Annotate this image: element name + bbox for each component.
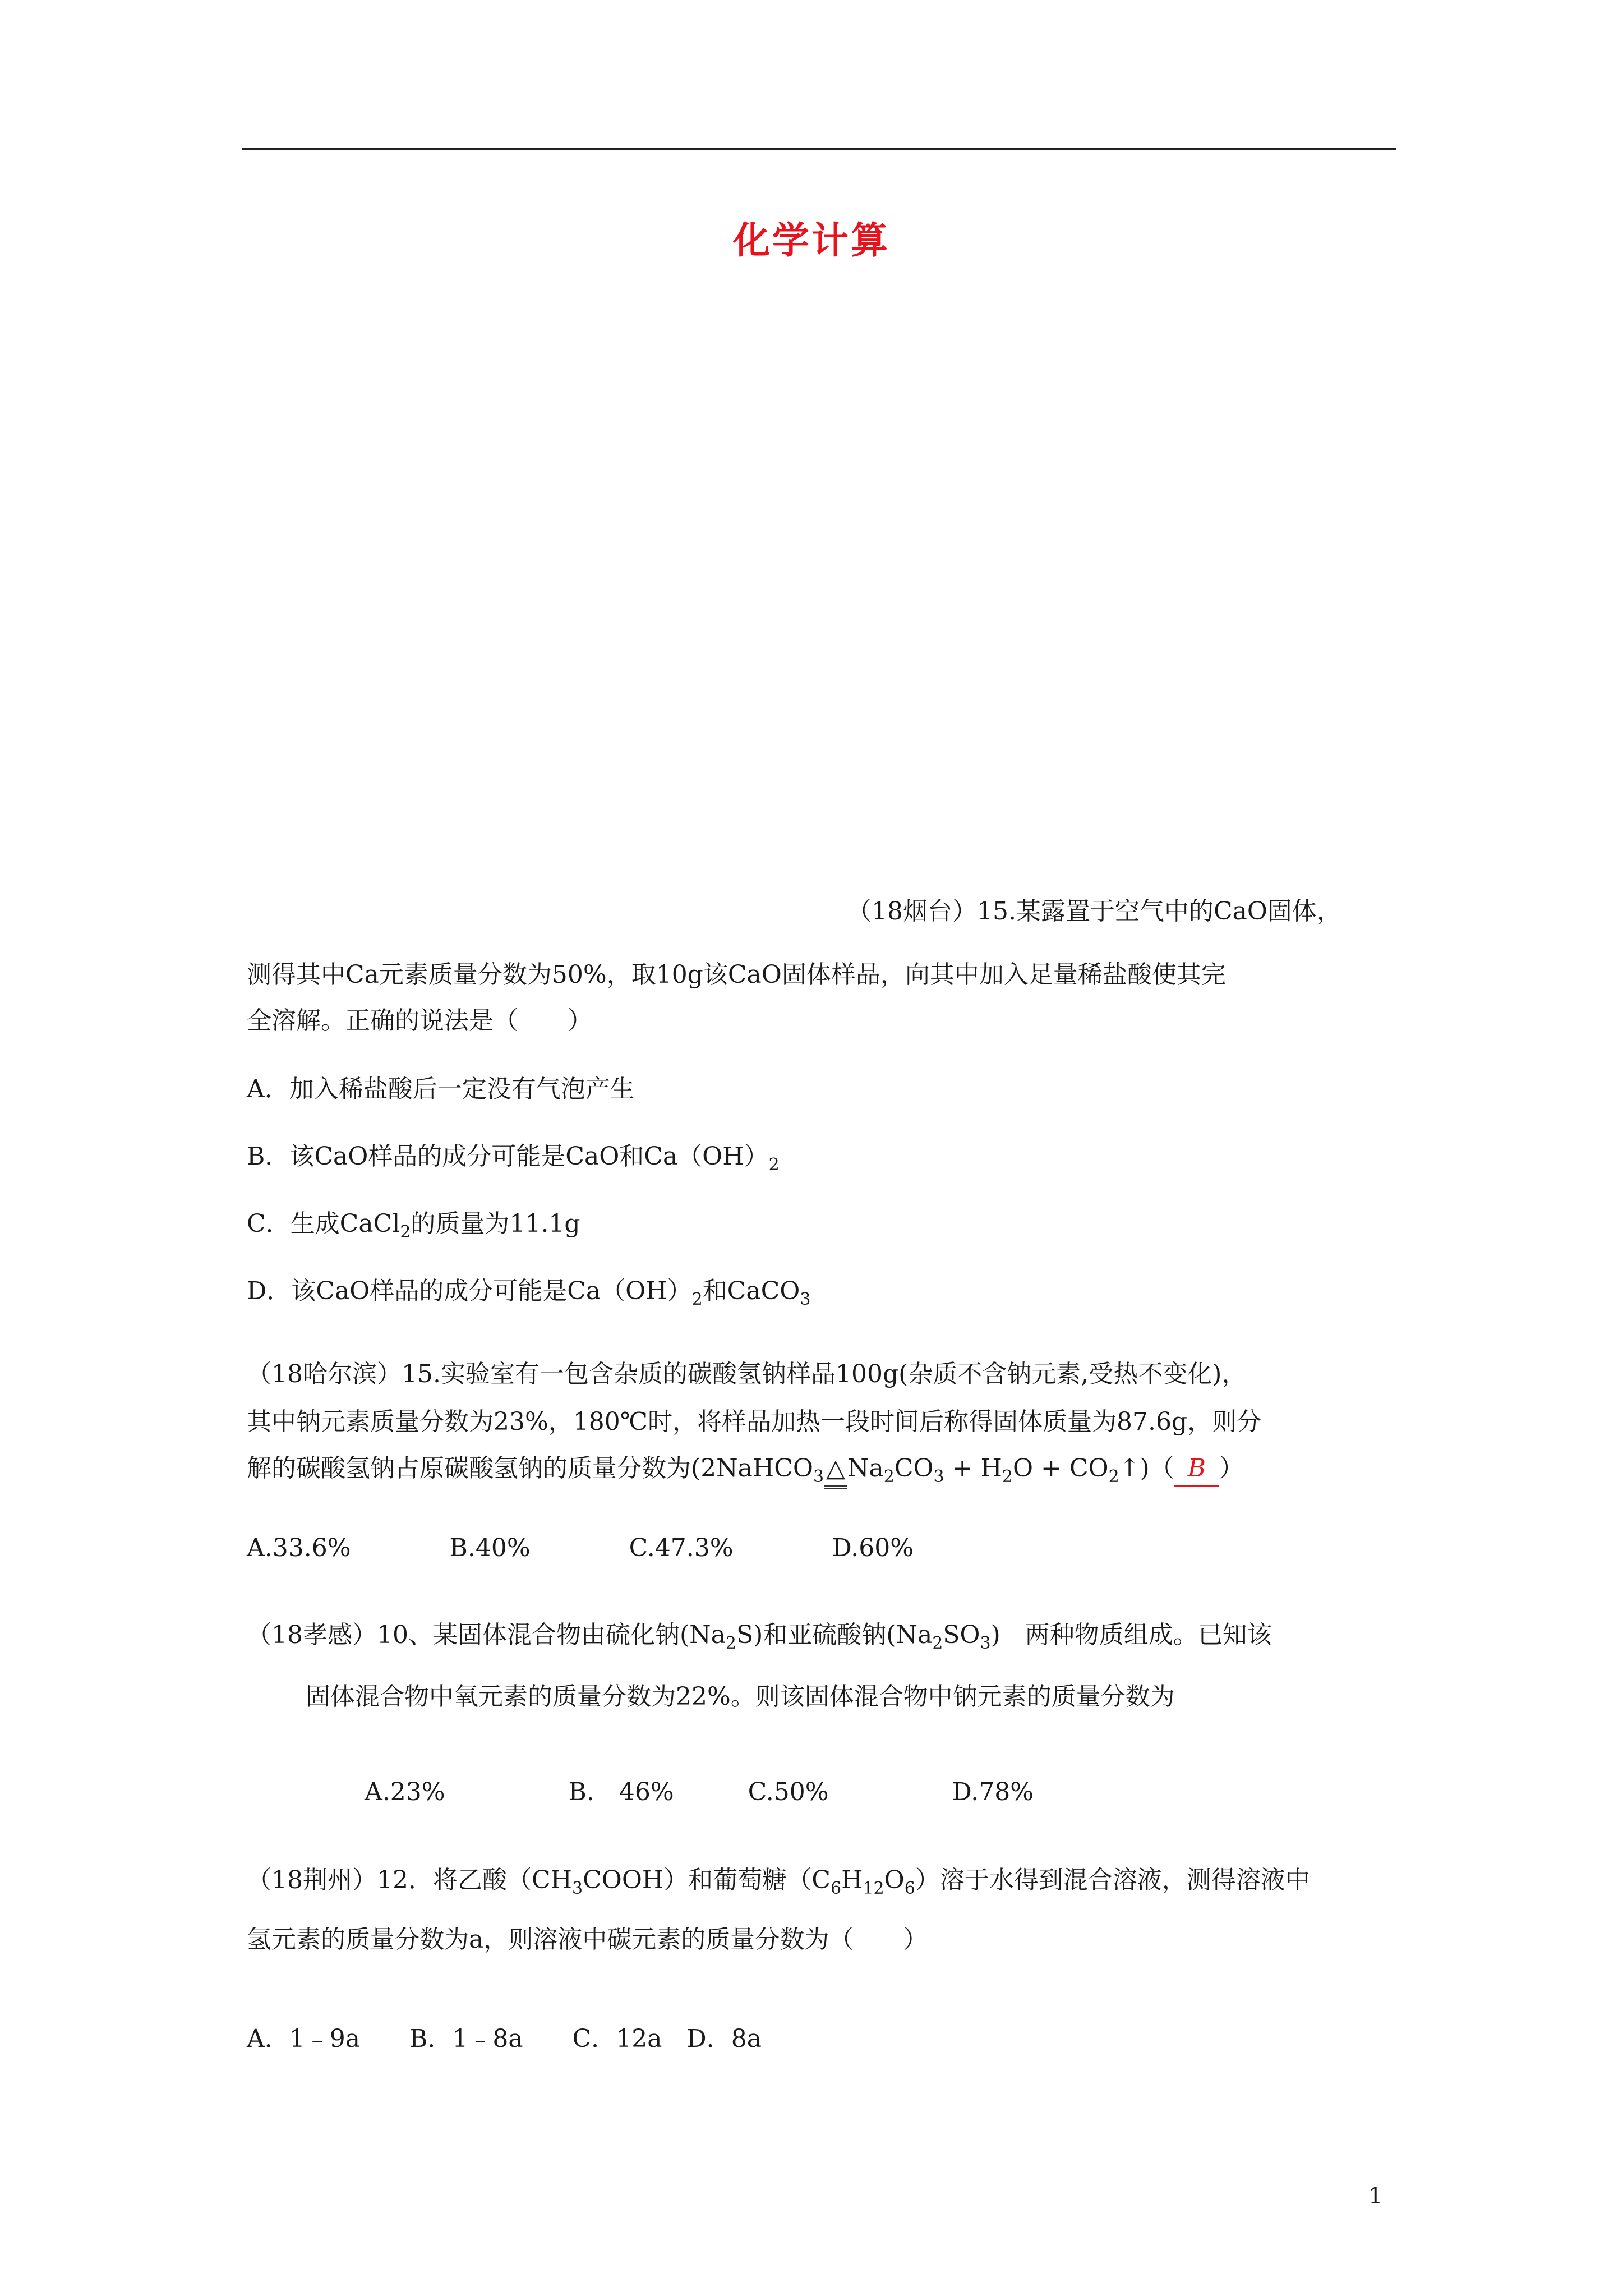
q4-line1: （18荆州）12．将乙酸$(CH_3COOH)$和葡萄糖$(C_6H_{12}O_6)$溶于水得到混合溶液，测得溶液中 — [247, 1866, 1310, 1898]
q4-options: A．1﹣9a B．1﹣8a C．12a D．8a — [247, 2024, 762, 2053]
q2-answer: B — [1174, 1452, 1219, 1487]
q1-option-c: C．生成CaCl$_2$的质量为11.1g — [247, 1209, 580, 1242]
q3-options: A.23% B. 46% C.50% D.78% — [365, 1778, 1034, 1806]
q3-line1: （18孝感）10、某固体混合物由硫化钠$(Na_2S)$和亚硫酸钠$(Na_2SO_3)$ 两种物质组成。已知该 — [247, 1621, 1272, 1653]
q2-line3: 解的碳酸氢钠占原碳酸氢钠的质量分数为($2NaHCO_3\triangle Na_2CO_3 + H_2O$ + $CO_2↑$)（ B ） — [247, 1452, 1244, 1487]
q4-line2: 氢元素的质量分数为a，则溶液中碳元素的质量分数为（ ） — [247, 1925, 928, 1954]
header-rule — [242, 148, 1396, 150]
q1-line3: 全溶解。正确的说法是（ ） — [247, 1006, 592, 1035]
heat-condition-symbol: △ — [824, 1452, 847, 1485]
q1-line1: （18烟台）15.某露置于空气中的CaO固体， — [847, 897, 1341, 926]
page-title: 化学计算 — [733, 218, 890, 262]
q1-line2: 测得其中Ca元素质量分数为50%，取10g该CaO固体样品，向其中加入足量稀盐酸使其完 — [247, 960, 1226, 989]
q1-option-a: A．加入稀盐酸后一定没有气泡产生 — [247, 1075, 635, 1103]
page-number: 1 — [1368, 2183, 1383, 2209]
q2-line1: （18哈尔滨）15.实验室有一包含杂质的碳酸氢钠样品100g(杂质不含钠元素,受热不变化)， — [247, 1360, 1247, 1388]
q1-option-d: D．该CaO样品的成分可能是$Ca(OH)_2$和CaCO$_3$ — [247, 1277, 811, 1309]
q2-options: A.33.6% B.40% C.47.3% D.60% — [247, 1534, 914, 1562]
q1-option-b: B．该CaO样品的成分可能是CaO和$Ca(OH)_2$ — [247, 1142, 780, 1175]
q2-line2: 其中钠元素质量分数为23%，180℃时，将样品加热一段时间后称得固体质量为87.6g，则分 — [247, 1407, 1262, 1436]
q3-line2: 固体混合物中氧元素的质量分数为22%。则该固体混合物中钠元素的质量分数为 — [306, 1682, 1175, 1711]
